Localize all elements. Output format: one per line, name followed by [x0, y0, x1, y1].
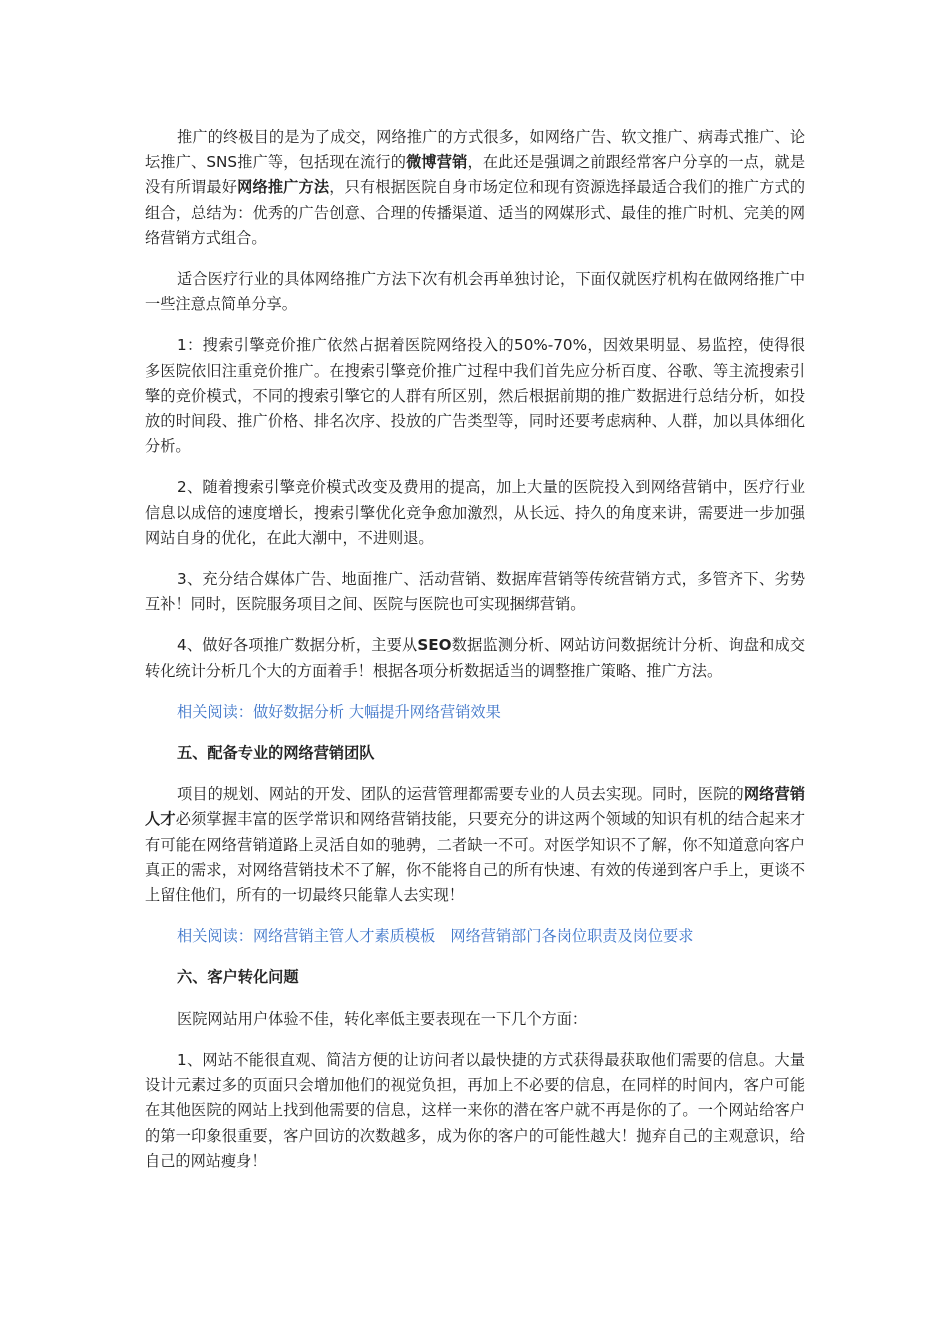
paragraph-point-1 — [145, 333, 805, 459]
text: ，只有根据医院自身市场定位和现有资源选择最适合我们的推广方式的组合，总结为：优秀的广告创意、合理的传播渠道、适当的网媒形式、最佳的推广时机、完美的网络营销方式组合。 — [145, 178, 806, 247]
paragraph-medical: 适合医疗行业的具体网络推广方法下次有机会再单独讨论，下面仅就医疗机构在做网络推广中一些注意点简单分享。 — [145, 270, 805, 314]
related-reading-1 — [145, 700, 805, 725]
text: 项目的规划、网站的开发、团队的运营管理都需要专业的人员去实现。同时，医院的 — [177, 785, 744, 804]
item-number: 1 — [177, 336, 187, 355]
related-link-data-analysis[interactable]: 相关阅读：做好数据分析 大幅提升网络营销效果 — [177, 702, 501, 721]
item-number: 2 — [177, 478, 187, 497]
item-number: 3 — [177, 570, 187, 589]
section-heading-5: 五、配备专业的网络营销团队 — [177, 744, 375, 763]
bold-keyword-talent: 网络营销人才 — [145, 785, 806, 829]
paragraph-point-2 — [145, 475, 805, 551]
text: ：搜索引擎竞价推广依然占据着医院网络投入的 — [186, 336, 515, 355]
related-link-team[interactable]: 相关阅读：网络营销主管人才素质模板 网络营销部门各岗位职责及岗位要求 — [177, 927, 694, 946]
bold-keyword-method: 网络推广方法 — [237, 178, 330, 197]
text: 推广等，包括现在流行的 — [237, 153, 407, 172]
text-percentage: 50%-70% — [514, 336, 588, 355]
text: 、网站不能很直观、简洁方便的让访问者以最快捷的方式获得最获取他们需要的信息。大量设计元素过多的页面只会增加他们的视觉负担，再加上不必要的信息，在同样的时间内，客户可能在其他医院的网站上找到他需要的信息，这样一来你的潜在客户就不再是你的了。一个网站给客户的第一印象很重要，客户回访的次数越多，成为你的客户的可能性越大！抛弃自己的主观意识，给自己的网站瘦身！ — [145, 1050, 805, 1170]
item-number: 1 — [177, 1050, 187, 1069]
paragraph-conversion-intro: 医院网站用户体验不佳，转化率低主要表现在一下几个方面： — [177, 1009, 588, 1028]
text: 、充分结合媒体广告、地面推广、活动营销、数据库营销等传统营销方式，多管齐下、劣势互补！同时，医院服务项目之间、医院与医院也可实现捆绑营销。 — [145, 570, 805, 614]
text: 数据监测分析、网站访问数据统计分析、询盘和成交转化统计分析几个大的方面着手！根据各项分析数据适当的调整推广策略、推广方法。 — [145, 636, 806, 680]
text-seo: SEO — [417, 636, 452, 655]
text: ，因效果明显、易监控，使得很多医院依旧注重竞价推广。在搜索引擎竞价推广过程中我们首先应分析百度、谷歌、等主流搜索引擎的竞价模式，不同的搜索引擎它的人群有所区别，然后根据前期的推广数据进行总结分析，如投放的时间段、推广价格、排名次序、投放的广告类型等，同时还要考虑病种、人群，加以具体细化分析。 — [145, 336, 806, 456]
paragraph-intro — [145, 125, 805, 251]
paragraph-conversion-1 — [145, 1048, 805, 1174]
paragraph-point-3 — [145, 567, 805, 617]
paragraph-point-4 — [145, 633, 805, 683]
document-body — [145, 125, 805, 1190]
item-number: 4 — [177, 636, 187, 655]
text: 、做好各项推广数据分析，主要从 — [186, 636, 418, 655]
bold-keyword-weibo: 微博营销 — [406, 153, 468, 172]
text: 推广的终极目的是为了成交，网络推广的方式很多，如网络广告、软文推广、病毒式推广、论坛推广、 — [145, 128, 805, 172]
text-sns: SNS — [206, 153, 238, 172]
paragraph-team — [145, 782, 805, 908]
section-heading-6: 六、客户转化问题 — [177, 968, 299, 987]
text: ，在此还是强调之前跟经常客户分享的一点，就是没有所谓最好 — [145, 153, 806, 197]
text: 、随着搜索引擎竞价模式改变及费用的提高，加上大量的医院投入到网络营销中，医疗行业信息以成倍的速度增长，搜索引擎优化竞争愈加激烈，从长远、持久的角度来讲，需要进一步加强网站自身的优化，在此大潮中，不进则退。 — [145, 478, 805, 547]
related-reading-2 — [145, 924, 805, 949]
text: 必须掌握丰富的医学常识和网络营销技能，只要充分的讲这两个领域的知识有机的结合起来才有可能在网络营销道路上灵活自如的驰骋，二者缺一不可。对医学知识不了解，你不知道意向客户真正的需求，对网络营销技术不了解，你不能将自己的所有快速、有效的传递到客户手上，更谈不上留住他们，所有的一切最终只能靠人去实现！ — [145, 810, 806, 905]
